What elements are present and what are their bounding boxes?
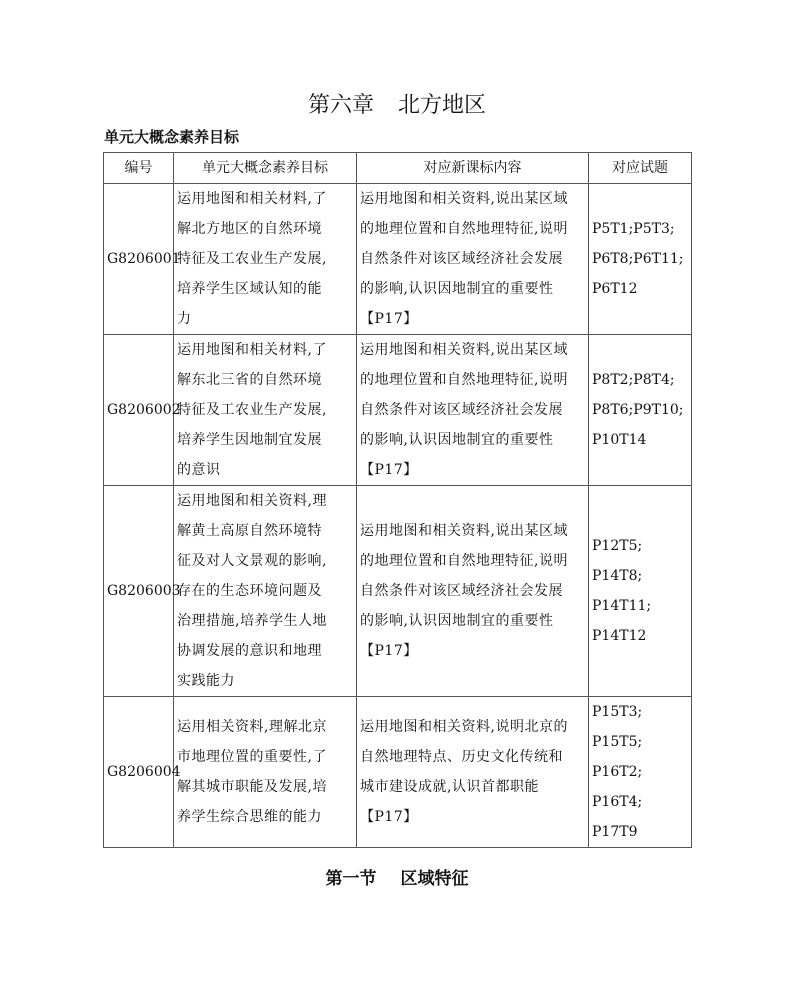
chapter-title (0, 88, 794, 119)
row-curriculum-content (357, 335, 589, 486)
section-name: 区域特征 (400, 869, 469, 889)
test-ref-line: P16T2; (592, 764, 643, 780)
content-line: 城市建设成就,认识首都职能 (360, 779, 539, 795)
table-row (104, 486, 692, 697)
goal-line: 特征及工农业生产发展, (177, 402, 327, 418)
goal-line: 解东北三省的自然环境 (177, 372, 322, 388)
row-tests (589, 335, 692, 486)
content-page-ref: 【P17】 (360, 311, 418, 327)
row-curriculum-content (357, 184, 589, 335)
content-page-ref: 【P17】 (360, 643, 418, 659)
goal-line: 解北方地区的自然环境 (177, 221, 322, 237)
test-ref-line: P17T9 (592, 824, 638, 840)
goal-line: 的意识 (177, 462, 221, 478)
table-row (104, 184, 692, 335)
test-ref-line: P14T11; (592, 598, 652, 614)
row-tests (589, 184, 692, 335)
content-line: 的影响,认识因地制宜的重要性 (360, 281, 554, 297)
row-goal (174, 697, 357, 848)
test-ref-line: P5T1;P5T3; (592, 221, 675, 237)
goal-line: 培养学生区域认知的能 (177, 281, 322, 297)
goal-line: 征及对人文景观的影响, (177, 553, 327, 569)
row-id: G8206001 (104, 184, 174, 335)
header-goal: 单元大概念素养目标 (174, 153, 357, 184)
content-line: 的地理位置和自然地理特征,说明 (360, 553, 568, 569)
header-tests: 对应试题 (589, 153, 692, 184)
goal-line: 运用地图和相关材料,了 (177, 191, 327, 207)
content-line: 运用地图和相关资料,说明北京的 (360, 719, 568, 735)
content-line: 的影响,认识因地制宜的重要性 (360, 432, 554, 448)
test-ref-line: P8T6;P9T10; (592, 402, 684, 418)
content-line: 自然条件对该区域经济社会发展 (360, 583, 563, 599)
goals-table (103, 152, 692, 848)
content-line: 的影响,认识因地制宜的重要性 (360, 613, 554, 629)
goal-line: 特征及工农业生产发展, (177, 251, 327, 267)
row-goal (174, 486, 357, 697)
row-goal (174, 184, 357, 335)
test-ref-line: P10T14 (592, 432, 647, 448)
goal-line: 运用相关资料,理解北京 (177, 719, 327, 735)
goal-line: 运用地图和相关材料,了 (177, 342, 327, 358)
table-row (104, 697, 692, 848)
goal-line: 协调发展的意识和地理 (177, 643, 322, 659)
content-page-ref: 【P17】 (360, 809, 418, 825)
goal-line: 培养学生因地制宜发展 (177, 432, 322, 448)
unit-heading: 单元大概念素养目标 (104, 128, 240, 146)
row-id: G8206003 (104, 486, 174, 697)
row-id: G8206002 (104, 335, 174, 486)
content-line: 的地理位置和自然地理特征,说明 (360, 372, 568, 388)
content-line: 自然条件对该区域经济社会发展 (360, 402, 563, 418)
row-tests (589, 486, 692, 697)
goal-line: 解其城市职能及发展,培 (177, 779, 327, 795)
test-ref-line: P15T3; (592, 704, 643, 720)
test-ref-line: P6T12 (592, 281, 638, 297)
test-ref-line: P12T5; (592, 538, 643, 554)
row-goal (174, 335, 357, 486)
row-curriculum-content (357, 697, 589, 848)
test-ref-line: P6T8;P6T11; (592, 251, 684, 267)
row-tests (589, 697, 692, 848)
test-ref-line: P8T2;P8T4; (592, 372, 675, 388)
row-id: G8206004 (104, 697, 174, 848)
goal-line: 力 (177, 311, 192, 327)
content-line: 运用地图和相关资料,说出某区域 (360, 342, 568, 358)
goal-line: 市地理位置的重要性,了 (177, 749, 327, 765)
goal-line: 实践能力 (177, 673, 235, 689)
chapter-name: 北方地区 (398, 93, 487, 118)
goal-line: 存在的生态环境问题及 (177, 583, 322, 599)
goal-line: 治理措施,培养学生人地 (177, 613, 327, 629)
goal-line: 运用地图和相关资料,理 (177, 493, 327, 509)
goal-line: 养学生综合思维的能力 (177, 809, 322, 825)
test-ref-line: P14T12 (592, 628, 647, 644)
goal-line: 解黄土高原自然环境特 (177, 523, 322, 539)
test-ref-line: P15T5; (592, 734, 643, 750)
header-content: 对应新课标内容 (357, 153, 589, 184)
content-line: 自然条件对该区域经济社会发展 (360, 251, 563, 267)
content-line: 的地理位置和自然地理特征,说明 (360, 221, 568, 237)
header-id: 编号 (104, 153, 174, 184)
section-title (0, 864, 794, 889)
test-ref-line: P14T8; (592, 568, 643, 584)
row-curriculum-content (357, 486, 589, 697)
content-line: 运用地图和相关资料,说出某区域 (360, 191, 568, 207)
test-ref-line: P16T4; (592, 794, 643, 810)
content-page-ref: 【P17】 (360, 462, 418, 478)
content-line: 运用地图和相关资料,说出某区域 (360, 523, 568, 539)
content-line: 自然地理特点、历史文化传统和 (360, 749, 563, 765)
chapter-number: 第六章 (307, 93, 374, 118)
section-number: 第一节 (325, 869, 377, 889)
table-row (104, 335, 692, 486)
table-header-row (104, 153, 692, 184)
